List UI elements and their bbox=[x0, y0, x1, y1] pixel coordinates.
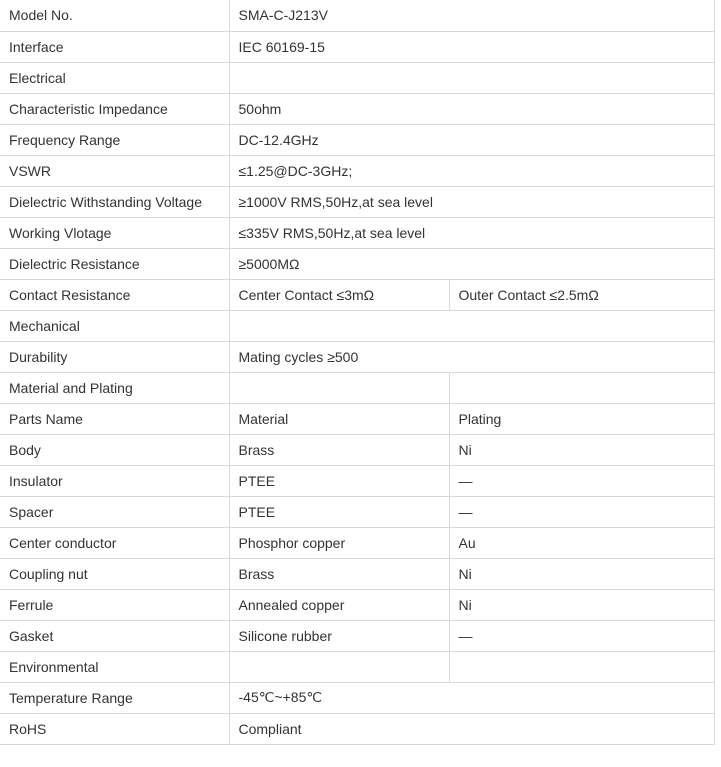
row-label: Dielectric Resistance bbox=[0, 248, 229, 279]
section-heading: Mechanical bbox=[0, 310, 229, 341]
section-heading: Electrical bbox=[0, 62, 229, 93]
table-row bbox=[0, 62, 714, 93]
table-row bbox=[0, 403, 714, 434]
table-row bbox=[0, 279, 714, 310]
row-value: Mating cycles ≥500 bbox=[229, 341, 714, 372]
row-label: Coupling nut bbox=[0, 558, 229, 589]
row-value: ≥1000V RMS,50Hz,at sea level bbox=[229, 186, 714, 217]
row-value bbox=[449, 651, 714, 682]
table-row bbox=[0, 310, 714, 341]
row-value: Annealed copper bbox=[229, 589, 449, 620]
row-value: Silicone rubber bbox=[229, 620, 449, 651]
row-label: Ferrule bbox=[0, 589, 229, 620]
row-value: 50ohm bbox=[229, 93, 714, 124]
row-value: Ni bbox=[449, 558, 714, 589]
row-label: Gasket bbox=[0, 620, 229, 651]
table-row bbox=[0, 341, 714, 372]
table-row bbox=[0, 93, 714, 124]
row-value: Compliant bbox=[229, 713, 714, 744]
row-label: Dielectric Withstanding Voltage bbox=[0, 186, 229, 217]
row-label: Frequency Range bbox=[0, 124, 229, 155]
table-row bbox=[0, 620, 714, 651]
row-value: ≤335V RMS,50Hz,at sea level bbox=[229, 217, 714, 248]
table-row bbox=[0, 0, 714, 31]
row-value: PTEE bbox=[229, 465, 449, 496]
row-value: Outer Contact ≤2.5mΩ bbox=[449, 279, 714, 310]
table-row bbox=[0, 124, 714, 155]
row-value bbox=[229, 372, 449, 403]
row-value: — bbox=[449, 496, 714, 527]
row-value bbox=[229, 62, 714, 93]
row-value: Phosphor copper bbox=[229, 527, 449, 558]
row-value bbox=[229, 310, 714, 341]
row-label: Parts Name bbox=[0, 403, 229, 434]
row-value: — bbox=[449, 465, 714, 496]
section-heading: Material and Plating bbox=[0, 372, 229, 403]
table-row bbox=[0, 527, 714, 558]
row-value: Ni bbox=[449, 589, 714, 620]
row-value: Brass bbox=[229, 434, 449, 465]
row-label: Interface bbox=[0, 31, 229, 62]
row-value: IEC 60169-15 bbox=[229, 31, 714, 62]
table-row bbox=[0, 248, 714, 279]
row-label: Insulator bbox=[0, 465, 229, 496]
table-row bbox=[0, 496, 714, 527]
row-value bbox=[229, 651, 449, 682]
row-label: Temperature Range bbox=[0, 682, 229, 713]
row-label: Characteristic Impedance bbox=[0, 93, 229, 124]
row-value: DC-12.4GHz bbox=[229, 124, 714, 155]
row-value: — bbox=[449, 620, 714, 651]
row-value: Center Contact ≤3mΩ bbox=[229, 279, 449, 310]
table-row bbox=[0, 372, 714, 403]
row-value: Brass bbox=[229, 558, 449, 589]
row-label: Contact Resistance bbox=[0, 279, 229, 310]
row-label: VSWR bbox=[0, 155, 229, 186]
table-row bbox=[0, 558, 714, 589]
row-value: -45℃~+85℃ bbox=[229, 682, 714, 713]
table-row bbox=[0, 186, 714, 217]
row-value: Material bbox=[229, 403, 449, 434]
table-row bbox=[0, 713, 714, 744]
row-value: PTEE bbox=[229, 496, 449, 527]
table-row bbox=[0, 217, 714, 248]
row-value: Plating bbox=[449, 403, 714, 434]
row-label: Working Vlotage bbox=[0, 217, 229, 248]
row-label: Body bbox=[0, 434, 229, 465]
row-value: ≥5000MΩ bbox=[229, 248, 714, 279]
row-value: Au bbox=[449, 527, 714, 558]
row-value: Ni bbox=[449, 434, 714, 465]
row-value bbox=[449, 372, 714, 403]
section-heading: Environmental bbox=[0, 651, 229, 682]
table-row bbox=[0, 651, 714, 682]
row-label: Center conductor bbox=[0, 527, 229, 558]
row-value: SMA-C-J213V bbox=[229, 0, 714, 31]
row-label: Durability bbox=[0, 341, 229, 372]
table-row bbox=[0, 589, 714, 620]
row-label: Spacer bbox=[0, 496, 229, 527]
table-row bbox=[0, 155, 714, 186]
row-label: RoHS bbox=[0, 713, 229, 744]
table-row bbox=[0, 682, 714, 713]
row-label: Model No. bbox=[0, 0, 229, 31]
row-value: ≤1.25@DC-3GHz; bbox=[229, 155, 714, 186]
table-row bbox=[0, 434, 714, 465]
table-row bbox=[0, 31, 714, 62]
table-row bbox=[0, 465, 714, 496]
